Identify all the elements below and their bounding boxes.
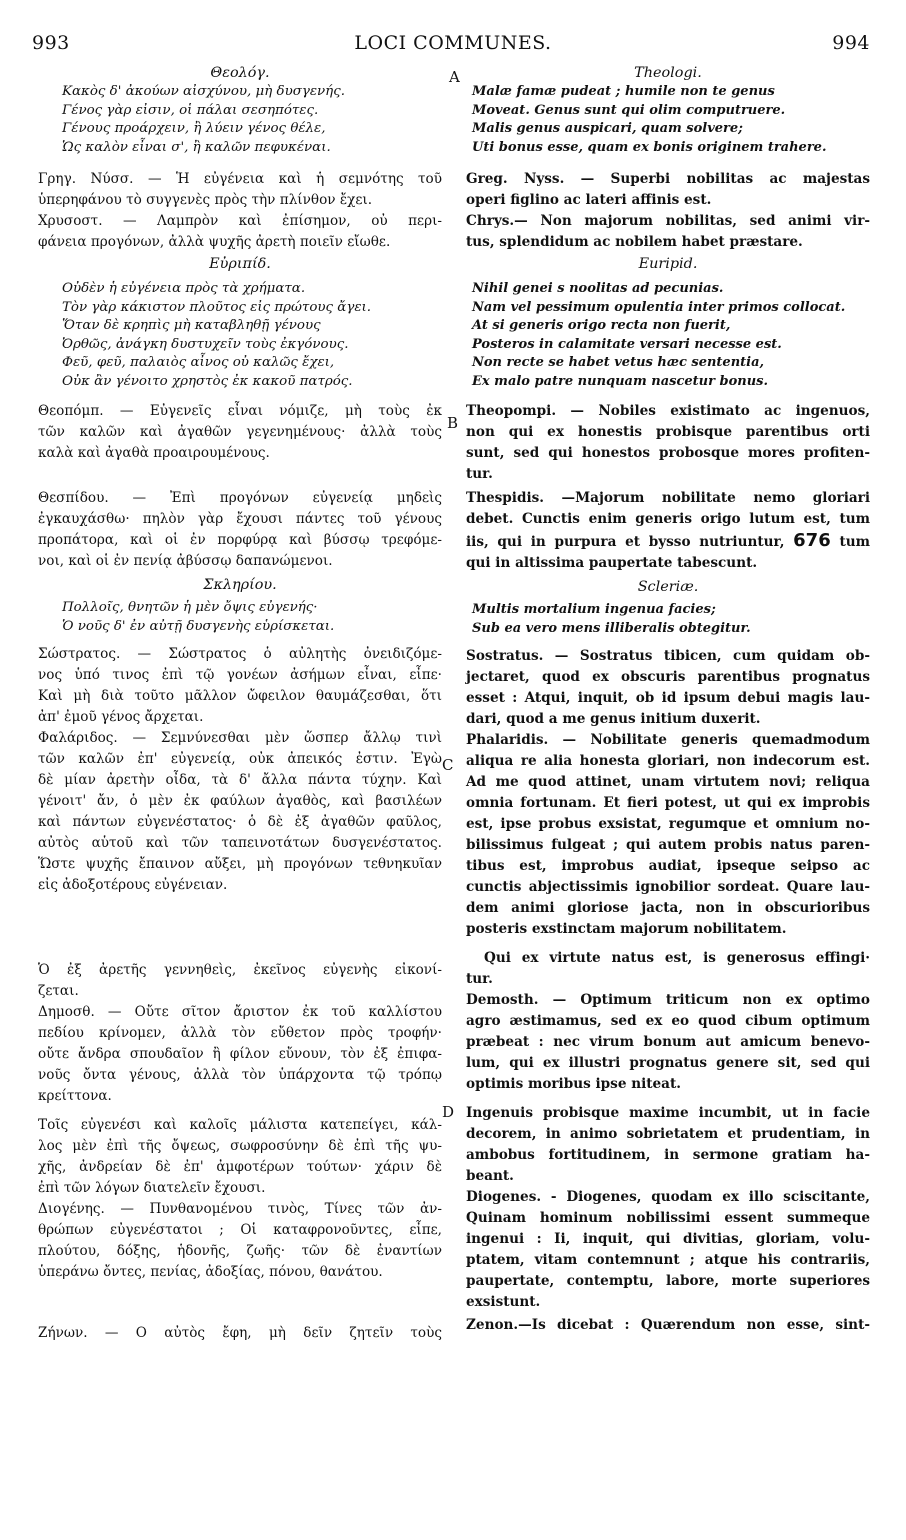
text-line: Sostratus. — Sostratus tibicen, cum quidam ob- (466, 648, 870, 664)
text-line: dari, quod a me genus initium duxerit. (466, 711, 761, 727)
text-line: bilissimus fulgeat ; qui autem probis natus paren- (466, 837, 870, 853)
left-page-number: 993 (32, 32, 70, 54)
verse-line: Uti bonus esse, quam ex bonis originem trahere. (472, 139, 827, 155)
text-line: debet. Cunctis enim generis origo lutum est, tum (466, 511, 870, 527)
text-line: tus, splendidum ac nobilem habet præstare. (466, 234, 803, 250)
margin-letter-d: D (442, 1103, 455, 1121)
verse-line: Γένους προάρχειν, ἢ λύειν γένος θέλε, (62, 121, 326, 136)
text-line: πλούτου, δόξης, ἡδονῆς, ζωῆς· τῶν δὲ ἐναντίων (38, 1243, 442, 1259)
text-line: aliqua re alia honesta gloriari, non indecorum est. (466, 753, 870, 769)
verse-line: Ὁ νοῦς δ' ἐν αὐτῇ δυσγενὴς εὑρίσκεται. (62, 618, 335, 634)
text-fragment: tum (830, 534, 870, 550)
text-line: ὑπερηφάνου τὸ συγγενὲς πρὸς τὴν πλίνθον ἔχει. (38, 192, 373, 208)
text-line: agro æstimamus, sed ex eo quod cibum optimum (466, 1013, 870, 1029)
margin-letter-a: A (449, 68, 460, 86)
text-line: esset : Atqui, inquit, ob id ipsum debui magis lau- (466, 690, 870, 706)
text-line: jectaret, quod ex obscuris parentibus prognatus (466, 669, 870, 685)
heading-scleri-la: Scleriæ. (637, 579, 699, 595)
verse-line: Οὐδὲν ἡ εὐγένεια πρὸς τὰ χρήματα. (62, 281, 306, 296)
text-line: θρώπων εὐγενέστατοι ; Οἱ καταφρονοῦντες, εἶπε, (38, 1222, 442, 1238)
heading-theologi-la: Theologi. (634, 65, 702, 81)
passage-sostratus-la (466, 646, 870, 940)
text-line: Φαλάριδος. — Σεμνύνεσθαι μὲν ὥσπερ ἄλλῳ τινὶ (38, 730, 442, 746)
passage-nobles-gr (38, 1115, 442, 1283)
text-line: φάνεια προγόνων, ἀλλὰ ψυχῆς ἀρετὴ ποιεῖν εἴωθε. (38, 234, 391, 250)
verse-line: Ὡς καλὸν εἶναι σ', ἢ καλῶν πεφυκέναι. (62, 139, 331, 155)
text-line: optimis moribus ipse niteat. (466, 1076, 681, 1092)
verse-line: Οὐκ ἂν γένοιτο χρηστὸς ἐκ κακοῦ πατρός. (62, 373, 353, 389)
verse-line: Ex malo patre nunquam nascetur bonus. (472, 373, 768, 389)
margin-letter-c: C (442, 756, 454, 774)
text-line: Σώστρατος. — Σώστρατος ὁ αὐλητὴς ὀνειδιζόμε- (38, 646, 442, 662)
text-line: Demosth. — Optimum triticum non ex optimo (466, 992, 870, 1008)
verse-line: Κακὸς δ' ἀκούων αἰσχύνου, μὴ δυσγενής. (62, 84, 345, 99)
text-line: Ingenuis probisque maxime incumbit, ut in facie (466, 1105, 870, 1121)
text-line: Τοῖς εὐγενέσι καὶ καλοῖς μάλιστα κατεπείγει, κάλ- (38, 1117, 442, 1133)
text-line: ἐγκαυχάσθω· πηλὸν γὰρ ἔχουσι πάντες τοῦ γένους (38, 511, 442, 527)
text-line: Χρυσοστ. — Λαμπρὸν καὶ ἐπίσημον, οὐ περι- (38, 213, 442, 229)
text-line: δὲ μίαν ἀρετὴν οἶδα, τὰ δ' ἄλλα πάντα τύχην. Καὶ (38, 772, 442, 788)
text-line: tur. (466, 971, 493, 987)
text-fragment: iis, qui in purpura et bysso nutriuntur, (466, 534, 785, 550)
running-title: LOCI COMMUNES. (354, 32, 552, 54)
text-line: præbeat : nec virum bonum aut amicum benevo- (466, 1034, 870, 1050)
text-line: non qui ex honestis probisque parentibus orti (466, 424, 870, 440)
passage-theopomp-gr (38, 401, 442, 464)
verse-theologi-la (466, 83, 870, 157)
text-line: Θεοπόμπ. — Εὐγενεῖς εἶναι νόμιζε, μὴ τοὺς ἐκ (38, 403, 442, 419)
verse-line: Non recte se habet vetus hæc sententia, (472, 355, 765, 370)
passage-greg-nyss-gr (38, 169, 442, 253)
passage-theopomp-la (466, 401, 870, 485)
passage-thespid-la (466, 488, 870, 574)
text-line: omnia fortunam. Et fieri potest, ut qui ex improbis (466, 795, 870, 811)
latin-column (466, 64, 870, 1336)
verse-line: Moveat. Genus sunt qui olim computruere. (472, 102, 786, 118)
right-page-number: 994 (832, 32, 870, 54)
verse-line: Ὅταν δὲ κρηπὶς μὴ καταβληθῇ γένους (62, 318, 321, 333)
text-line: Zenon.—Is dicebat : Quærendum non esse, sint- (466, 1317, 870, 1333)
text-line: ptatem, vitam contemnunt ; atque his contrariis, (466, 1252, 870, 1268)
text-line: sunt, sed qui honestos probosque mores profiten- (466, 445, 870, 461)
text-line: lum, qui ex illustri prognatus genere sit, sed qui (466, 1055, 870, 1071)
verse-line: Multis mortalium ingenua facies; (472, 602, 716, 617)
heading-theologi-gr: Θεολόγ. (210, 65, 270, 81)
text-line: χῆς, ἀνδρείαν δὲ ἐπ' ἀμφοτέρων τούτων· χάριν δὲ (38, 1159, 442, 1175)
text-line: Ὁ ἐξ ἀρετῆς γεννηθεὶς, ἐκεῖνος εὐγενὴς εἰκονί- (38, 962, 442, 978)
verse-line: Posteros in calamitate versari necesse est. (472, 336, 782, 352)
verse-theologi-gr (38, 83, 442, 157)
text-line: exsistunt. (466, 1294, 541, 1310)
passage-nobles-la (466, 1103, 870, 1313)
heading-scleri-gr: Σκληρίου. (203, 577, 277, 593)
text-line: Quinam hominum nobilissimi essent summeque (466, 1210, 870, 1226)
text-line: Δημοσθ. — Οὔτε σῖτον ἄριστον ἐκ τοῦ καλλίστου (38, 1004, 442, 1020)
text-line: Διογένης. — Πυνθανομένου τινὸς, Τίνες τῶν ἀν- (38, 1201, 442, 1217)
text-line: posteris exstinctam majorum nobilitatem. (466, 921, 787, 937)
text-line: οὔτε ἄνδρα σπουδαῖον ἢ φίλον εὔνουν, τὸν ἐξ ἐπιφα- (38, 1046, 442, 1062)
passage-greg-nyss-la (466, 169, 870, 253)
text-line: beant. (466, 1168, 514, 1184)
text-line: Καὶ μὴ διὰ τοῦτο μᾶλλον ὤφειλον θαυμάζεσθαι, ὅτι (38, 688, 442, 704)
text-line: Phalaridis. — Nobilitate generis quemadmodum (466, 732, 870, 748)
text-line: κρείττονα. (38, 1088, 112, 1104)
text-line: qui in altissima paupertate tabescunt. (466, 555, 758, 571)
verse-line: Φεῦ, φεῦ, παλαιὸς αἶνος οὐ καλῶς ἔχει, (62, 355, 335, 370)
passage-zenon-gr (38, 1323, 442, 1344)
text-line: πεδίου κρίνομεν, ἀλλὰ τὸν εὔθετον πρὸς τροφήν· (38, 1025, 442, 1041)
heading-euripid-la: Euripid. (638, 256, 698, 272)
text-line: Diogenes. - Diogenes, quodam ex illo sciscitante, (466, 1189, 870, 1205)
text-line: Thespidis. —Majorum nobilitate nemo gloriari (466, 490, 870, 506)
text-line: ambobus fortitudinem, in sermone gratiam ha- (466, 1147, 870, 1163)
text-line: Θεσπίδου. — Ἐπὶ προγόνων εὐγενείᾳ μηδεὶς (38, 490, 442, 506)
text-line: Ad me quod attinet, unam virtutem novi; reliqua (466, 774, 870, 790)
text-line: αὐτὸς αὑτοῦ καὶ τῶν ταπεινοτάτων δυσγενέστατος. (38, 835, 442, 851)
passage-sostratus-gr (38, 644, 442, 896)
verse-line: Malis genus auspicari, quam solvere; (472, 121, 743, 136)
verse-line: Malæ famæ pudeat ; humile non te genus (472, 84, 775, 99)
text-line: Γρηγ. Νύσσ. — Ἡ εὐγένεια καὶ ἡ σεμνότης τοῦ (38, 171, 442, 187)
text-line: Qui ex virtute natus est, is generosus effingi· (484, 950, 870, 966)
verse-line: Γένος γὰρ εἰσιν, οἱ πάλαι σεσηπότες. (62, 102, 319, 118)
text-line: tibus est, improbus audiat, ipseque seipso ac (466, 858, 870, 874)
text-line: νοι, καὶ οἱ ἐν πενίᾳ ἀβύσσῳ δαπανώμενοι. (38, 553, 333, 569)
text-line: Ζήνων. — Ο αὐτὸς ἔφη, μὴ δεῖν ζητεῖν τοὺς (38, 1325, 442, 1341)
text-line: τῶν καλῶν ἐπ' εὐγενείᾳ, οὐκ ἀπεικός ἐστιν. Ἐγὼ (38, 751, 442, 767)
text-line: καὶ πάντων εὐγενέστατος· ὁ δὲ ἐξ ἀγαθῶν φαῦλος, (38, 814, 442, 830)
text-line: cunctis abjectissimis ignobilior sordeat. Quare lau- (466, 879, 870, 895)
verse-scleri-la (466, 601, 870, 638)
text-line: dem animi gloriose jacta, non in obscurioribus (466, 900, 870, 916)
verse-scleri-gr (38, 599, 442, 636)
text-line: τῶν καλῶν καὶ ἀγαθῶν γεγενημένους· ἀλλὰ τοὺς (38, 424, 442, 440)
passage-anon-la (466, 948, 870, 1095)
verse-euripid-gr (38, 280, 442, 391)
library-stamp-number: 676 (793, 530, 831, 551)
verse-line: At si generis origo recta non fuerit, (472, 318, 731, 333)
text-line: ὑπεράνω ὄντες, πενίας, ἀδοξίας, πόνου, θανάτου. (38, 1264, 383, 1280)
passage-thespid-gr (38, 488, 442, 572)
verse-line: Τὸν γὰρ κάκιστον πλοῦτος εἰς πρώτους ἄγει. (62, 299, 372, 315)
verse-line: Ὀρθῶς, ἀνάγκη δυστυχεῖν τοὺς ἐκγόνους. (62, 336, 349, 352)
text-line-with-stamp (466, 530, 870, 553)
text-line: νοῦς ὄντα γένους, ἀλλὰ τὸν ὑπάρχοντα τῷ τρόπῳ (38, 1067, 442, 1083)
text-line: εἰς ἀδοξοτέρους εὐγένειαν. (38, 877, 228, 893)
text-line: ζεται. (38, 983, 79, 999)
text-line: Greg. Nyss. — Superbi nobilitas ac majestas (466, 171, 870, 187)
verse-line: Πολλοῖς, θνητῶν ἡ μὲν ὄψις εὐγενής· (62, 600, 318, 615)
verse-line: Sub ea vero mens illiberalis obtegitur. (472, 620, 751, 636)
text-line: προπάτορα, καὶ οἱ ἐν πορφύρᾳ καὶ βύσσῳ τρεφόμε- (38, 532, 442, 548)
text-line: ingenui : Ii, inquit, qui divitias, gloriam, volu- (466, 1231, 870, 1247)
verse-line: Nihil genei s noolitas ad pecunias. (472, 281, 724, 296)
text-line: Theopompi. — Nobiles existimato ac ingenuos, (466, 403, 870, 419)
text-line: ἐπὶ τῶν λόγων διατελεῖν ἔχουσι. (38, 1180, 266, 1196)
text-line: γένοιτ' ἄν, ὁ μὲν ἐκ φαύλων ἀγαθὸς, καὶ βασιλέων (38, 793, 442, 809)
text-line: tur. (466, 466, 493, 482)
text-line: Chrys.— Non majorum nobilitas, sed animi vir- (466, 213, 870, 229)
verse-line: Nam vel pessimum opulentia inter primos collocat. (472, 299, 846, 315)
passage-anon-gr (38, 960, 442, 1107)
text-line: λος μὲν ἐπὶ τῆς ὄψεως, σωφροσύνην δὲ ἐπὶ τῆς ψυ- (38, 1138, 442, 1154)
verse-euripid-la (466, 280, 870, 391)
heading-euripid-gr: Εὐριπίδ. (209, 256, 271, 272)
text-line: decorem, in animo sobrietatem et prudentiam, in (466, 1126, 870, 1142)
text-line: ἀπ' ἐμοῦ γένος ἄρχεται. (38, 709, 204, 725)
passage-zenon-la (466, 1315, 870, 1336)
text-line: operi figlino ac lateri affinis est. (466, 192, 712, 208)
text-line: paupertate, contemptu, labore, morte superiores (466, 1273, 870, 1289)
greek-column (38, 64, 442, 1344)
text-line: νος ὑπό τινος ἐπὶ τῷ γονέων ἀσήμων εἶναι, εἶπε· (38, 667, 442, 683)
margin-letter-b: B (447, 414, 459, 432)
text-line: Ὥστε ψυχῆς ἔπαινον αὔξει, μὴ προγόνων τεθνηκυῖαν (38, 856, 442, 872)
text-line: καλὰ καὶ ἀγαθὰ προαιρουμένους. (38, 445, 270, 461)
text-line: est, ipse probus exsistat, regumque et omnium no- (466, 816, 870, 832)
